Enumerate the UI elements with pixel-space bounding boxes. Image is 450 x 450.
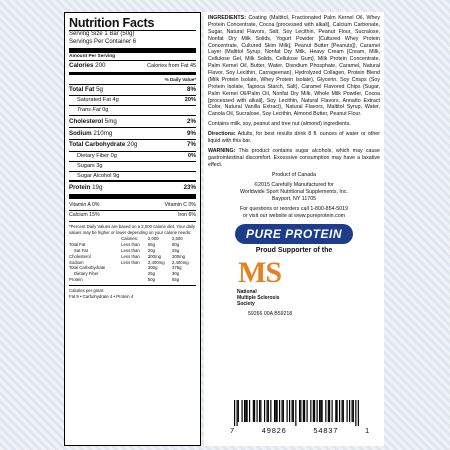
barcode-bar: [237, 400, 238, 426]
calories-label: Calories: [69, 62, 94, 70]
nutrient-amount: 20g: [127, 141, 138, 149]
barcode-bar: [313, 400, 314, 422]
calories-value: 200: [95, 62, 106, 70]
dv-table-row: [69, 277, 196, 283]
dv-table-cell: Protein: [69, 277, 83, 283]
nutrient-label: Sugars: [77, 162, 95, 169]
nutrient-row: [69, 139, 196, 151]
barcode-bar: [267, 400, 268, 422]
dv-table-cell: 65g: [147, 241, 156, 247]
nutrient-daily-value: 20%: [184, 97, 196, 104]
nutrient-label: Total Carbohydrate: [69, 141, 126, 149]
dv-table-cell: Total Fat: [69, 241, 86, 247]
nutrient-amount: 3g: [96, 162, 103, 169]
nutrient-row: [69, 115, 196, 127]
dv-table-cell: 20g: [147, 247, 156, 253]
country-of-origin: Product of Canada: [271, 172, 317, 179]
nutrient-row: [69, 171, 196, 181]
directions-text: Directions: Adults, for best results drink 8 fl. ounces of water or other liquid with this bar.: [208, 131, 380, 144]
barcode-bar: [264, 400, 265, 422]
barcode-bar: [242, 400, 243, 422]
nutrient-row: [69, 151, 196, 161]
nutrient-daily-value: 2%: [187, 117, 196, 125]
barcode-bar: [328, 400, 329, 422]
nutrient-row: [69, 127, 196, 139]
barcode-bar: [347, 400, 348, 422]
barcode-bar: [355, 400, 356, 426]
barcode-bar: [279, 400, 280, 422]
nutrient-row: [69, 105, 196, 115]
barcode-bar: [257, 400, 258, 422]
barcode-bar: [274, 400, 275, 422]
vitamin-row: [69, 210, 196, 221]
proud-supporter-text: Proud Supporter of the: [255, 246, 333, 254]
vitamin-row: [69, 200, 196, 210]
vitamin-left: Vitamin A 0%: [69, 201, 100, 208]
manufacturer-info: ©2015 Carefully Manufactured for Worldwide Sport Nutritional Supplements, Inc. Bayport, NY 11705: [240, 182, 348, 202]
daily-value-header: % Daily Value*: [164, 76, 196, 82]
dv-table-header: 2,500: [171, 235, 183, 241]
dv-table-row: [69, 253, 196, 259]
dv-table-cell: 300mg: [147, 253, 162, 259]
nutrient-amount: 210mg: [93, 129, 113, 137]
dv-table-cell: 2,400mg: [147, 259, 165, 265]
barcode-bar: [322, 400, 323, 422]
product-info-panel: [204, 12, 384, 446]
nutrient-label: Trans Fat: [77, 107, 101, 114]
barcode-bar: [238, 400, 239, 422]
dv-table-cell: 300mg: [171, 253, 186, 259]
barcode-bar: [325, 400, 326, 422]
barcode-bar: [245, 400, 246, 422]
dv-table-cell: 2,400mg: [171, 259, 189, 265]
dv-table-cell: Less than: [121, 247, 140, 253]
nutrient-label: Sodium: [69, 129, 92, 137]
nutrient-rows: [69, 84, 196, 194]
vitamin-right: Iron 6%: [178, 212, 196, 219]
barcode-bar: [249, 400, 250, 422]
contact-info: For questions or reorders call 1-800-854-5019 or visit our website at www.pureprotein.com: [239, 205, 349, 219]
barcode-bar: [259, 400, 260, 422]
barcode-bar: [254, 400, 255, 422]
barcode-bar: [247, 400, 248, 422]
dv-table-cell: 25g: [147, 271, 156, 277]
barcode-bar: [234, 400, 235, 426]
pure-protein-logo: PURE PROTEIN: [235, 224, 353, 244]
nutrient-amount: 19g: [92, 183, 103, 191]
barcode-bar: [339, 400, 340, 422]
nutrient-label: Dietary Fiber: [77, 152, 110, 159]
nutrient-amount: 4g: [112, 97, 119, 104]
nutrient-label: Cholesterol: [69, 117, 104, 125]
nutrient-row: [69, 84, 196, 96]
ms-society-name: National Multiple Sclerosis Society: [237, 288, 280, 307]
nutrient-label: Protein: [69, 183, 91, 191]
nutrient-daily-value: 9%: [187, 129, 196, 137]
barcode-bar: [343, 400, 344, 422]
dv-table-cell: 25g: [171, 247, 180, 253]
barcode-bar: [314, 400, 315, 422]
calories-from-fat: Calories from Fat 45: [147, 63, 196, 70]
barcode-bar: [337, 400, 338, 422]
vitamin-left: Calcium 15%: [69, 212, 100, 219]
nutrient-label: Sugar Alcohol: [77, 172, 112, 179]
barcode-bar: [310, 400, 311, 422]
serving-size: Serving Size 1 Bar (50g): [69, 31, 135, 37]
barcode-bar: [317, 400, 318, 422]
nutrient-row: [69, 180, 196, 193]
nutrition-title: Nutrition Facts: [69, 16, 155, 30]
amount-per-serving: Amount Per Serving: [69, 53, 116, 59]
dv-table-cell: 30g: [171, 271, 180, 277]
dv-table-header: Calories:: [121, 235, 139, 241]
barcode-bar: [268, 400, 269, 422]
dv-table-cell: 50g: [147, 277, 156, 283]
nutrient-amount: 0g: [102, 107, 109, 114]
barcode-bar: [270, 400, 271, 422]
barcode-bar: [329, 400, 330, 422]
allergen-statement: Contains milk, soy, peanut and tree nut (almond) ingredients.: [208, 121, 351, 128]
nutrient-amount: 9g: [113, 172, 120, 179]
dv-table-cell: Total Carbohydrate: [69, 265, 106, 271]
barcode-bar: [320, 400, 321, 422]
calories-per-gram-label: Calories per gram:: [69, 288, 105, 294]
servings-per-container: Servings Per Container 6: [69, 38, 137, 45]
barcode-bar: [353, 400, 354, 422]
barcode-bar: [349, 400, 350, 422]
barcode-digits: 7 49826 54837 1: [230, 426, 370, 436]
barcode-bar: [244, 400, 245, 422]
barcode-bar: [335, 400, 336, 422]
dv-table-cell: 65g: [171, 277, 180, 283]
dv-table-cell: Cholesterol: [69, 253, 91, 259]
ms-society-logo: [237, 255, 380, 307]
barcode-bar: [283, 400, 284, 422]
dv-table-cell: Sat Fat: [74, 247, 88, 253]
vitamin-right: Vitamin C 0%: [164, 201, 196, 208]
daily-value-footnote: *Percent Daily Values are based on a 2,000 calorie diet. Your daily values may be higher or lower depending on your calorie needs:: [69, 224, 196, 235]
barcode-bar: [292, 400, 293, 422]
barcode-image: [234, 400, 359, 426]
barcode-bar: [358, 400, 359, 426]
barcode-bar: [307, 400, 308, 422]
dv-table-cell: Less than: [121, 253, 140, 259]
dv-table-cell: Less than: [121, 241, 140, 247]
barcode-bar: [260, 400, 261, 422]
daily-value-table: [69, 235, 196, 283]
dv-table-cell: 375g: [171, 265, 182, 271]
ms-mark: MS: [238, 255, 281, 289]
nutrient-daily-value: 0%: [187, 152, 196, 159]
dv-table-cell: Sodium: [69, 259, 84, 265]
barcode-bar: [319, 400, 320, 422]
barcode-bar: [300, 400, 301, 422]
vitamin-rows: [69, 200, 196, 220]
nutrient-amount: 0g: [110, 152, 117, 159]
barcode-bar: [342, 400, 343, 422]
dv-table-cell: 80g: [171, 241, 180, 247]
nutrient-daily-value: 7%: [187, 141, 196, 149]
warning-text: WARNING: This product contains sugar alcohols, which may cause gastrointestinal discomfort. Excessive consumption may have a laxative effect.: [208, 147, 380, 168]
dv-table-cell: [121, 277, 148, 283]
dv-table-cell: Less than: [121, 259, 140, 265]
dv-table-cell: 300g: [147, 265, 158, 271]
nutrient-amount: 5g: [96, 86, 103, 94]
barcode-bar: [303, 400, 304, 422]
barcode-bar: [289, 400, 290, 422]
barcode-bar: [332, 400, 333, 422]
barcode-bar: [282, 400, 283, 422]
nutrition-facts-panel: [64, 12, 201, 446]
barcode-bar: [352, 400, 353, 422]
nutrient-daily-value: 8%: [187, 86, 196, 94]
calories-per-gram-values: Fat 9 • Carbohydrate 4 • Protein 4: [69, 293, 134, 299]
barcode-bar: [275, 400, 276, 422]
barcode-bar: [277, 400, 278, 422]
nutrient-row: [69, 161, 196, 171]
dv-table-cell: Dietary Fiber: [74, 271, 99, 277]
nutrient-label: Total Fat: [69, 86, 95, 94]
dv-table-header: 2,000: [147, 235, 159, 241]
nutrient-amount: 5mg: [104, 117, 117, 125]
barcode-bar: [287, 400, 288, 422]
barcode-bar: [304, 400, 305, 422]
nutrient-label: Saturated Fat: [77, 97, 111, 104]
product-codes: 59266 00A B59218: [248, 310, 293, 317]
ingredients-text: INGREDIENTS: Coating (Maltitol, Fractionated Palm Kernel Oil, Whey Protein Concentrate, Cocoa [processed with alkali], Calcium Carbonate, Sugar, Natural Flavors, Salt, Soy Lecithin, Peanut Flour, Sucralose, Nonfat Dry Milk Solids, Yogurt Powder [Cultured Whey Protein Concentrate, Cultured Skim Milk], Peanut Butter [Peanuts]), Caramel Layer (Maltitol Syrup, Nonfat Dry Milk, Heavy Cream [Cream, Milk, Cellulose Gel, Milk Solids, Cellulose Gum], Milk Protein Concentrate, Palm Kernel Oil, Butter, Water, Disodium Phosphate, Caramel, Natural Flavor, Soy Lecithin, Carrageenan), Hydrolyzed Collagen, Protein Blend (Milk Protein Isolate, Whey Protein Isolate), Glycerin, Soy Crisps (Soy Protein Isolate, Tapioca Starch, Salt), Caramel Flavored Chips (Sugar, Palm Kernel Oil/Palm Oil, Nonfat Dry Milk, Whole Milk Powder, Cocoa [processed with alkali], Soy Lecithin, Natural Flavors, Annatto Extract Color, Natural Vanilla Extract), Natural Flavors, Maltitol Syrup, Water, Canola Oil, Sucralose, Soy Lecithin, Almond Butter, Peanut Flour.: [208, 15, 380, 118]
barcode-bar: [253, 400, 254, 422]
barcode-bar: [293, 400, 294, 422]
barcode-bar: [299, 400, 300, 422]
nutrient-daily-value: 23%: [183, 183, 196, 191]
barcode-bar: [295, 400, 296, 426]
nutrient-row: [69, 95, 196, 105]
